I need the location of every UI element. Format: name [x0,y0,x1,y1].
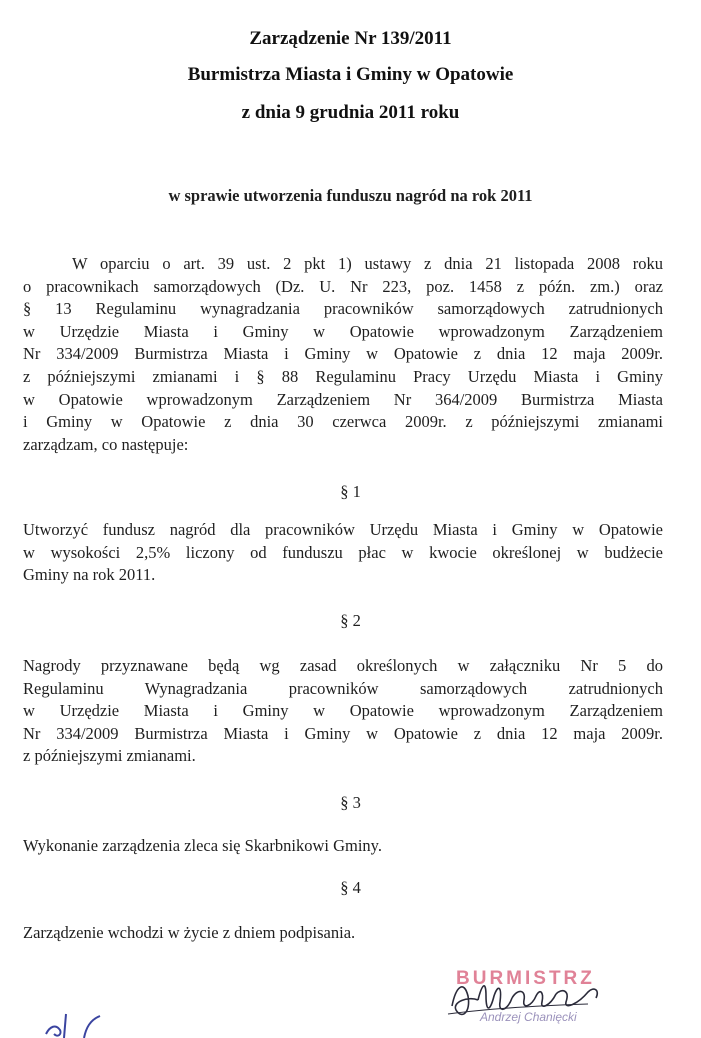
section-line: w Urzędzie Miasta i Gminy w Opatowie wprowadzonym Zarządzeniem [23,701,663,721]
stamp-name: Andrzej Chanięcki [480,1010,577,1024]
intro-line: z późniejszymi zmianami i § 88 Regulaminu Pracy Urzędu Miasta i Gminy [23,366,663,386]
intro-line: o pracownikach samorządowych (Dz. U. Nr 223, poz. 1458 z późn. zm.) oraz [23,276,663,296]
intro-line: W oparciu o art. 39 ust. 2 pkt 1) ustawy z dnia 21 listopada 2008 roku [72,254,663,273]
document-date: z dnia 9 grudnia 2011 roku [241,102,460,123]
section-symbol-2: § 2 [340,611,361,630]
intro-line: i Gminy w Opatowie z dnia 30 czerwca 2009r. z późniejszymi zmianami [23,412,663,432]
section-2-paragraph [23,655,663,768]
section-4-paragraph [23,922,663,945]
intro-line: w Urzędzie Miasta i Gminy w Opatowie wprowadzonym Zarządzeniem [23,321,663,341]
section-line: Nagrody przyznawane będą wg zasad określonych w załączniku Nr 5 do [23,656,663,675]
intro-line: § 13 Regulaminu wynagradzania pracowników samorządowych zatrudnionych [23,299,663,319]
section-line: Zarządzenie wchodzi w życie z dniem podpisania. [23,923,356,942]
document-issuer: Burmistrza Miasta i Gminy w Opatowie [187,64,514,85]
intro-line: Nr 334/2009 Burmistrza Miasta i Gminy w Opatowie z dnia 12 maja 2009r. [23,344,663,364]
official-stamp [438,966,638,1034]
section-symbol-1: § 1 [340,482,361,501]
section-line: Gminy na rok 2011. [23,565,156,585]
section-line: Nr 334/2009 Burmistrza Miasta i Gminy w Opatowie z dnia 12 maja 2009r. [23,723,663,743]
section-line: w wysokości 2,5% liczony od funduszu płac w kwocie określonej w budżecie [23,542,663,562]
section-symbol-4: § 4 [340,878,361,897]
section-1-paragraph [23,519,663,587]
intro-paragraph [23,253,663,456]
section-symbol-3: § 3 [340,793,361,812]
handwritten-initial-mark [40,1004,120,1038]
section-line: z późniejszymi zmianami. [23,746,196,766]
intro-line: w Opatowie wprowadzonym Zarządzeniem Nr 364/2009 Burmistrza Miasta [23,389,663,409]
document-subject: w sprawie utworzenia funduszu nagród na rok 2011 [168,186,533,205]
handwritten-signature [438,966,638,1034]
stamp-title: BURMISTRZ [456,968,595,989]
section-line: Wykonanie zarządzenia zleca się Skarbnikowi Gminy. [23,836,382,855]
intro-line: zarządzam, co następuje: [23,434,189,454]
section-line: Regulaminu Wynagradzania pracowników samorządowych zatrudnionych [23,678,663,698]
section-3-paragraph [23,835,663,858]
section-line: Utworzyć fundusz nagród dla pracowników Urzędu Miasta i Gminy w Opatowie [23,520,663,539]
document-title: Zarządzenie Nr 139/2011 [249,28,452,49]
